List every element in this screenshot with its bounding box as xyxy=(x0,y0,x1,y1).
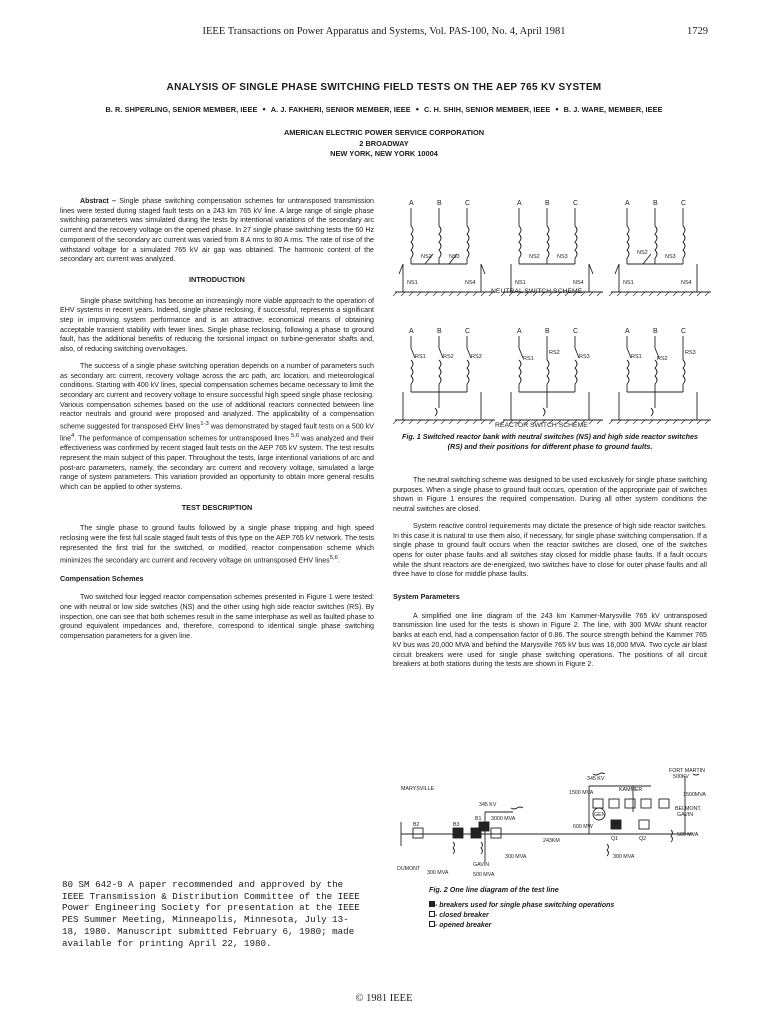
legend-row xyxy=(429,901,699,909)
text-span: . The performance of compensation schemes for untransposed lines xyxy=(74,434,291,443)
fig2-label-q2: Q2 xyxy=(639,836,647,842)
rs-label: RS3 xyxy=(685,350,696,356)
phase-label: A xyxy=(517,200,522,207)
phase-label: B xyxy=(545,328,550,335)
citation: 4 xyxy=(71,433,75,440)
ns-label: NS4 xyxy=(681,280,692,286)
phase-label: A xyxy=(625,328,630,335)
compensation-paragraph: Two switched four legged reactor compensation schemes presented in Figure 1 were tested: one with neutral or low side switches (NS) and the other using high side reactor switches (RS). By inspection, one can see that both schemes result in the same interphase as well as faulted phase to ground equivalent impedances and, therefore, correspond to identical single phase switching compensation parameters for a given line. xyxy=(60,593,374,641)
citation: 5,6 xyxy=(329,554,338,561)
ns-label: NS4 xyxy=(465,280,476,286)
author: C. H. SHIH, SENIOR MEMBER, IEEE xyxy=(424,105,551,114)
figure-1-caption: Fig. 1 Switched reactor bank with neutral switches (NS) and high side reactor switches (RS) and their positions for different phase to ground faults. xyxy=(402,432,698,451)
fig2-label-300mva-left: 300 MVA xyxy=(427,870,449,876)
phase-label: B xyxy=(653,328,658,335)
fig2-label-600mw: 600 MW xyxy=(573,824,593,830)
author-separator: • xyxy=(415,104,420,114)
phase-label: C xyxy=(681,328,687,335)
phase-label: A xyxy=(517,328,522,335)
ns-label: NS1 xyxy=(515,280,526,286)
fig2-label-gavin: GAVIN xyxy=(677,812,694,818)
fig2-label-q1: Q1 xyxy=(611,836,619,842)
author: B. J. WARE, MEMBER, IEEE xyxy=(563,105,663,114)
reactor-scheme-label: REACTOR SWITCH SCHEME xyxy=(495,422,588,429)
phase-label: A xyxy=(625,200,630,207)
text-span: was analyzed and their effectiveness was confirmed by recent staged fault tests on the AEP 765 kV system. The test results represent the main subject of this paper. Throughout the tests, large intentional variations of arc and post-arc parameters, namely, the secondary arc current and recovery voltage, simulated a large range of system parameters. This variation provided an opportunity to obtain more general results which can be applied to other systems. xyxy=(60,434,375,491)
legend-text: - opened breaker xyxy=(435,922,492,929)
text-span: . xyxy=(337,555,340,564)
rs-label: RS2 xyxy=(549,350,560,356)
fig2-label-belmont: BELMONT, xyxy=(675,806,702,812)
legend-row xyxy=(429,921,699,929)
rs-label: RS2 xyxy=(657,356,668,362)
phase-label: B xyxy=(437,328,442,335)
author: B. R. SHPERLING, SENIOR MEMBER, IEEE xyxy=(105,105,258,114)
copyright: © 1981 IEEE xyxy=(355,993,413,1004)
page-number: 1729 xyxy=(687,26,708,37)
journal-header: IEEE Transactions on Power Apparatus and Systems, Vol. PAS-100, No. 4, April 1981 xyxy=(202,26,566,37)
fig2-label-fm-mva: 1500MVA xyxy=(683,792,706,798)
phase-label: B xyxy=(653,200,658,207)
right-paragraph-2: System reactive control requirements may dictate the presence of high side reactor switches. In this case it is natural to use them also, if necessary, for single phase switching compensation. If a single phase to ground fault occurs when the reactor switches are closed, one of the switches opens for outer phase faults and all switches stay closed for middle phase faults. If a fault occurs while the shunt reactors are de-energized, two switches have to close for outer phase faults and all three have to close for middle phase faults. xyxy=(393,521,707,579)
rs-unit xyxy=(503,336,603,420)
phase-label: A xyxy=(409,200,414,207)
ns-label: NS3 xyxy=(449,254,460,260)
fig2-label-fort-martin: FORT MARTIN xyxy=(669,768,705,774)
legend-text: - closed breaker xyxy=(435,912,489,919)
fig2-label-3000mva: 3000 MVA xyxy=(491,816,516,822)
rs-label: RS3 xyxy=(579,354,590,360)
intro-paragraph-2 xyxy=(60,362,374,493)
fig2-label-300mva-q: 300 MVA xyxy=(613,854,635,860)
figure-2-caption-block xyxy=(429,885,699,931)
text-span: The success of a single phase switching operation depends on a number of parameters such as secondary arc current, recovery voltage across the arc path, arc location, and meteorological conditions. Starting with 400 kV lines, special compensation schemes became necessary to limit the secondary arc current and recovery voltage to ensure successful high speed single phase reclosing. Various compensation schemes based on the use of additional reactors connected between line reactor neutrals and ground were proposed and analyzed. The applicability of a compensation scheme suggested for transposed EHV lines xyxy=(60,361,374,431)
fig2-label-kammer: KAMMER xyxy=(619,787,643,793)
affiliation-line: 2 BROADWAY xyxy=(359,138,409,148)
fig2-label-500mva-low: 500 MVA xyxy=(473,872,495,878)
fig2-label-b1: B1 xyxy=(475,816,482,822)
phase-label: C xyxy=(465,328,471,335)
paper-title: ANALYSIS OF SINGLE PHASE SWITCHING FIELD TESTS ON THE AEP 765 KV SYSTEM xyxy=(166,82,602,93)
fig2-label-300mva-a: 300 MVA xyxy=(505,854,527,860)
phase-label: B xyxy=(545,200,550,207)
section-heading-test-description: TEST DESCRIPTION xyxy=(181,502,253,512)
fig2-label-243km: 243KM xyxy=(543,838,560,844)
rs-label: RS1 xyxy=(415,354,426,360)
footnote: 80 SM 642-9 A paper recommended and approved by the IEEE Transmission & Distribution Committee of the IEEE Power Engineering Society for presentation at the IEEE PES Summer Meeting, Minneapolis, Minnesota, July 13-18, 1980. Manuscript submitted February 6, 1980; made available for printing April 22, 1980. xyxy=(62,879,360,949)
ns-label: NS3 xyxy=(665,254,676,260)
ns-label: NS2 xyxy=(529,254,540,260)
fig2-label-dumont: DUMONT xyxy=(397,866,421,872)
figure-2-caption: Fig. 2 One line diagram of the test line xyxy=(429,885,559,894)
fig2-label-b2: B2 xyxy=(413,822,420,828)
neutral-scheme-label: NEUTRAL SWITCH SCHEME xyxy=(491,288,583,295)
fig2-label-500mva-right: 500 MVA xyxy=(677,832,699,838)
citation: 1-3 xyxy=(200,421,209,428)
left-column xyxy=(60,197,374,649)
affiliation-line: AMERICAN ELECTRIC POWER SERVICE CORPORATION xyxy=(283,128,485,137)
affiliation xyxy=(0,128,768,160)
abstract-text: Single phase switching compensation schemes for untransposed transmission lines were tested during staged fault tests on a 243 km 765 kV line. A large range of single phase switching parameters was simulated during the tests by intentional variations of the secondary arc current and the recovery voltage on the opened phase. In 27 single phase switching tests the 60 Hz component of the secondary arc current was varied from 8 A rms to 80 A rms. The rate of rise of the withstand voltage for a simulated 765 kV air gap was obtained. The harmonic content of the secondary arc current was analyzed. xyxy=(60,197,374,264)
author-separator: • xyxy=(555,104,559,114)
fig2-label-345kv-left: 345 KV xyxy=(479,802,497,808)
rs-label: RS2 xyxy=(443,354,454,360)
fig2-label-fm-kv: 500KV xyxy=(673,774,689,780)
test-paragraph-1 xyxy=(60,524,374,565)
fig2-label-gavin-low: GAVIN xyxy=(473,862,490,868)
right-paragraph-1: The neutral switching scheme was designed to be used exclusively for single phase switching purposes. When a single phase to ground fault occurs, operation of the appropriate pair of switches shown in Figure 1 ensures the required compensation. During all other system conditions the neutral switches are closed. xyxy=(393,476,707,514)
author: A. J. FAKHERI, SENIOR MEMBER, IEEE xyxy=(270,105,411,114)
abstract-label: Abstract – xyxy=(80,197,116,205)
phase-label: C xyxy=(681,200,687,207)
text-span: was demonstrated by staged fault tests on a 500 kV line xyxy=(60,422,374,443)
phase-label: C xyxy=(573,328,579,335)
section-heading-introduction: INTRODUCTION xyxy=(189,274,245,284)
author-separator: • xyxy=(262,104,266,114)
subsection-heading-system: System Parameters xyxy=(393,592,460,602)
figure-2-diagram xyxy=(393,762,711,880)
intro-paragraph-1: Single phase switching has become an increasingly more viable approach to the operation of EHV systems in recent years. Indeed, single phase reclosing, if successful, represents a significant step in improving system performance and is an attractive, economical means of obtaining acceptable transient stability with fewer lines. Single phase reclosing, following a phase to ground fault, has the additional benefits of reducing the torsional impact on turbine-generator shafts and, also, of reducing switching overvoltages. xyxy=(60,296,374,354)
ns-label: NS1 xyxy=(623,280,634,286)
ns-label: NS4 xyxy=(573,280,584,286)
fig2-label-1500mva: 1500 MVA xyxy=(569,790,594,796)
rs-label: RS1 xyxy=(631,354,642,360)
right-column xyxy=(393,476,707,677)
rs-unit xyxy=(611,336,711,420)
system-paragraph: A simplified one line diagram of the 243 km Kammer-Marysville 765 kV untransposed transmission line used for the tests is shown in Figure 2. The line, with 300 MVAr shunt reactor banks at each end, had a compensation factor of 0.86. The source strength behind the Kammer 765 kV bus was 20,000 MVA and behind the Marysville 765 kV bus was 16,000 MVA. Two cycle air blast circuit breakers were used for single phase switching operations. The positions of all circuit breakers at both stations during the tests are shown in Figure 2. xyxy=(393,611,707,669)
fig2-label-345kv-top: 345 KV xyxy=(587,776,605,782)
legend-row xyxy=(429,911,699,919)
rs-label: RS1 xyxy=(523,356,534,362)
rs-unit xyxy=(395,336,495,420)
fig2-label-b3: B3 xyxy=(453,822,460,828)
ns-label: NS2 xyxy=(421,254,432,260)
rs-label: RS3 xyxy=(471,354,482,360)
phase-label: A xyxy=(409,328,414,335)
legend-text: - breakers used for single phase switching operations xyxy=(435,902,615,909)
ns-label: NS2 xyxy=(637,250,648,256)
ns-label: NS3 xyxy=(557,254,568,260)
abstract xyxy=(60,197,374,265)
author-list xyxy=(0,104,768,114)
phase-label: C xyxy=(573,200,579,207)
subsection-heading-compensation: Compensation Schemes xyxy=(60,573,144,583)
text-span: The single phase to ground faults followed by a single phase tripping and high speed reclosing were the first full scale staged fault tests of this type on the AEP 765 kV network. The tests represented the first trial for the switched, or modified, reactor compensation scheme which minimizes the secondary arc current and recovery voltage on untransposed EHV lines xyxy=(60,524,374,564)
phase-label: B xyxy=(437,200,442,207)
fig2-label-gen: GEN xyxy=(594,812,606,818)
fig2-label-marysville: MARYSVILLE xyxy=(401,786,435,792)
ns-label: NS1 xyxy=(407,280,418,286)
phase-label: C xyxy=(465,200,471,207)
citation: 5,6 xyxy=(290,433,300,440)
affiliation-line: NEW YORK, NEW YORK 10004 xyxy=(330,149,438,158)
